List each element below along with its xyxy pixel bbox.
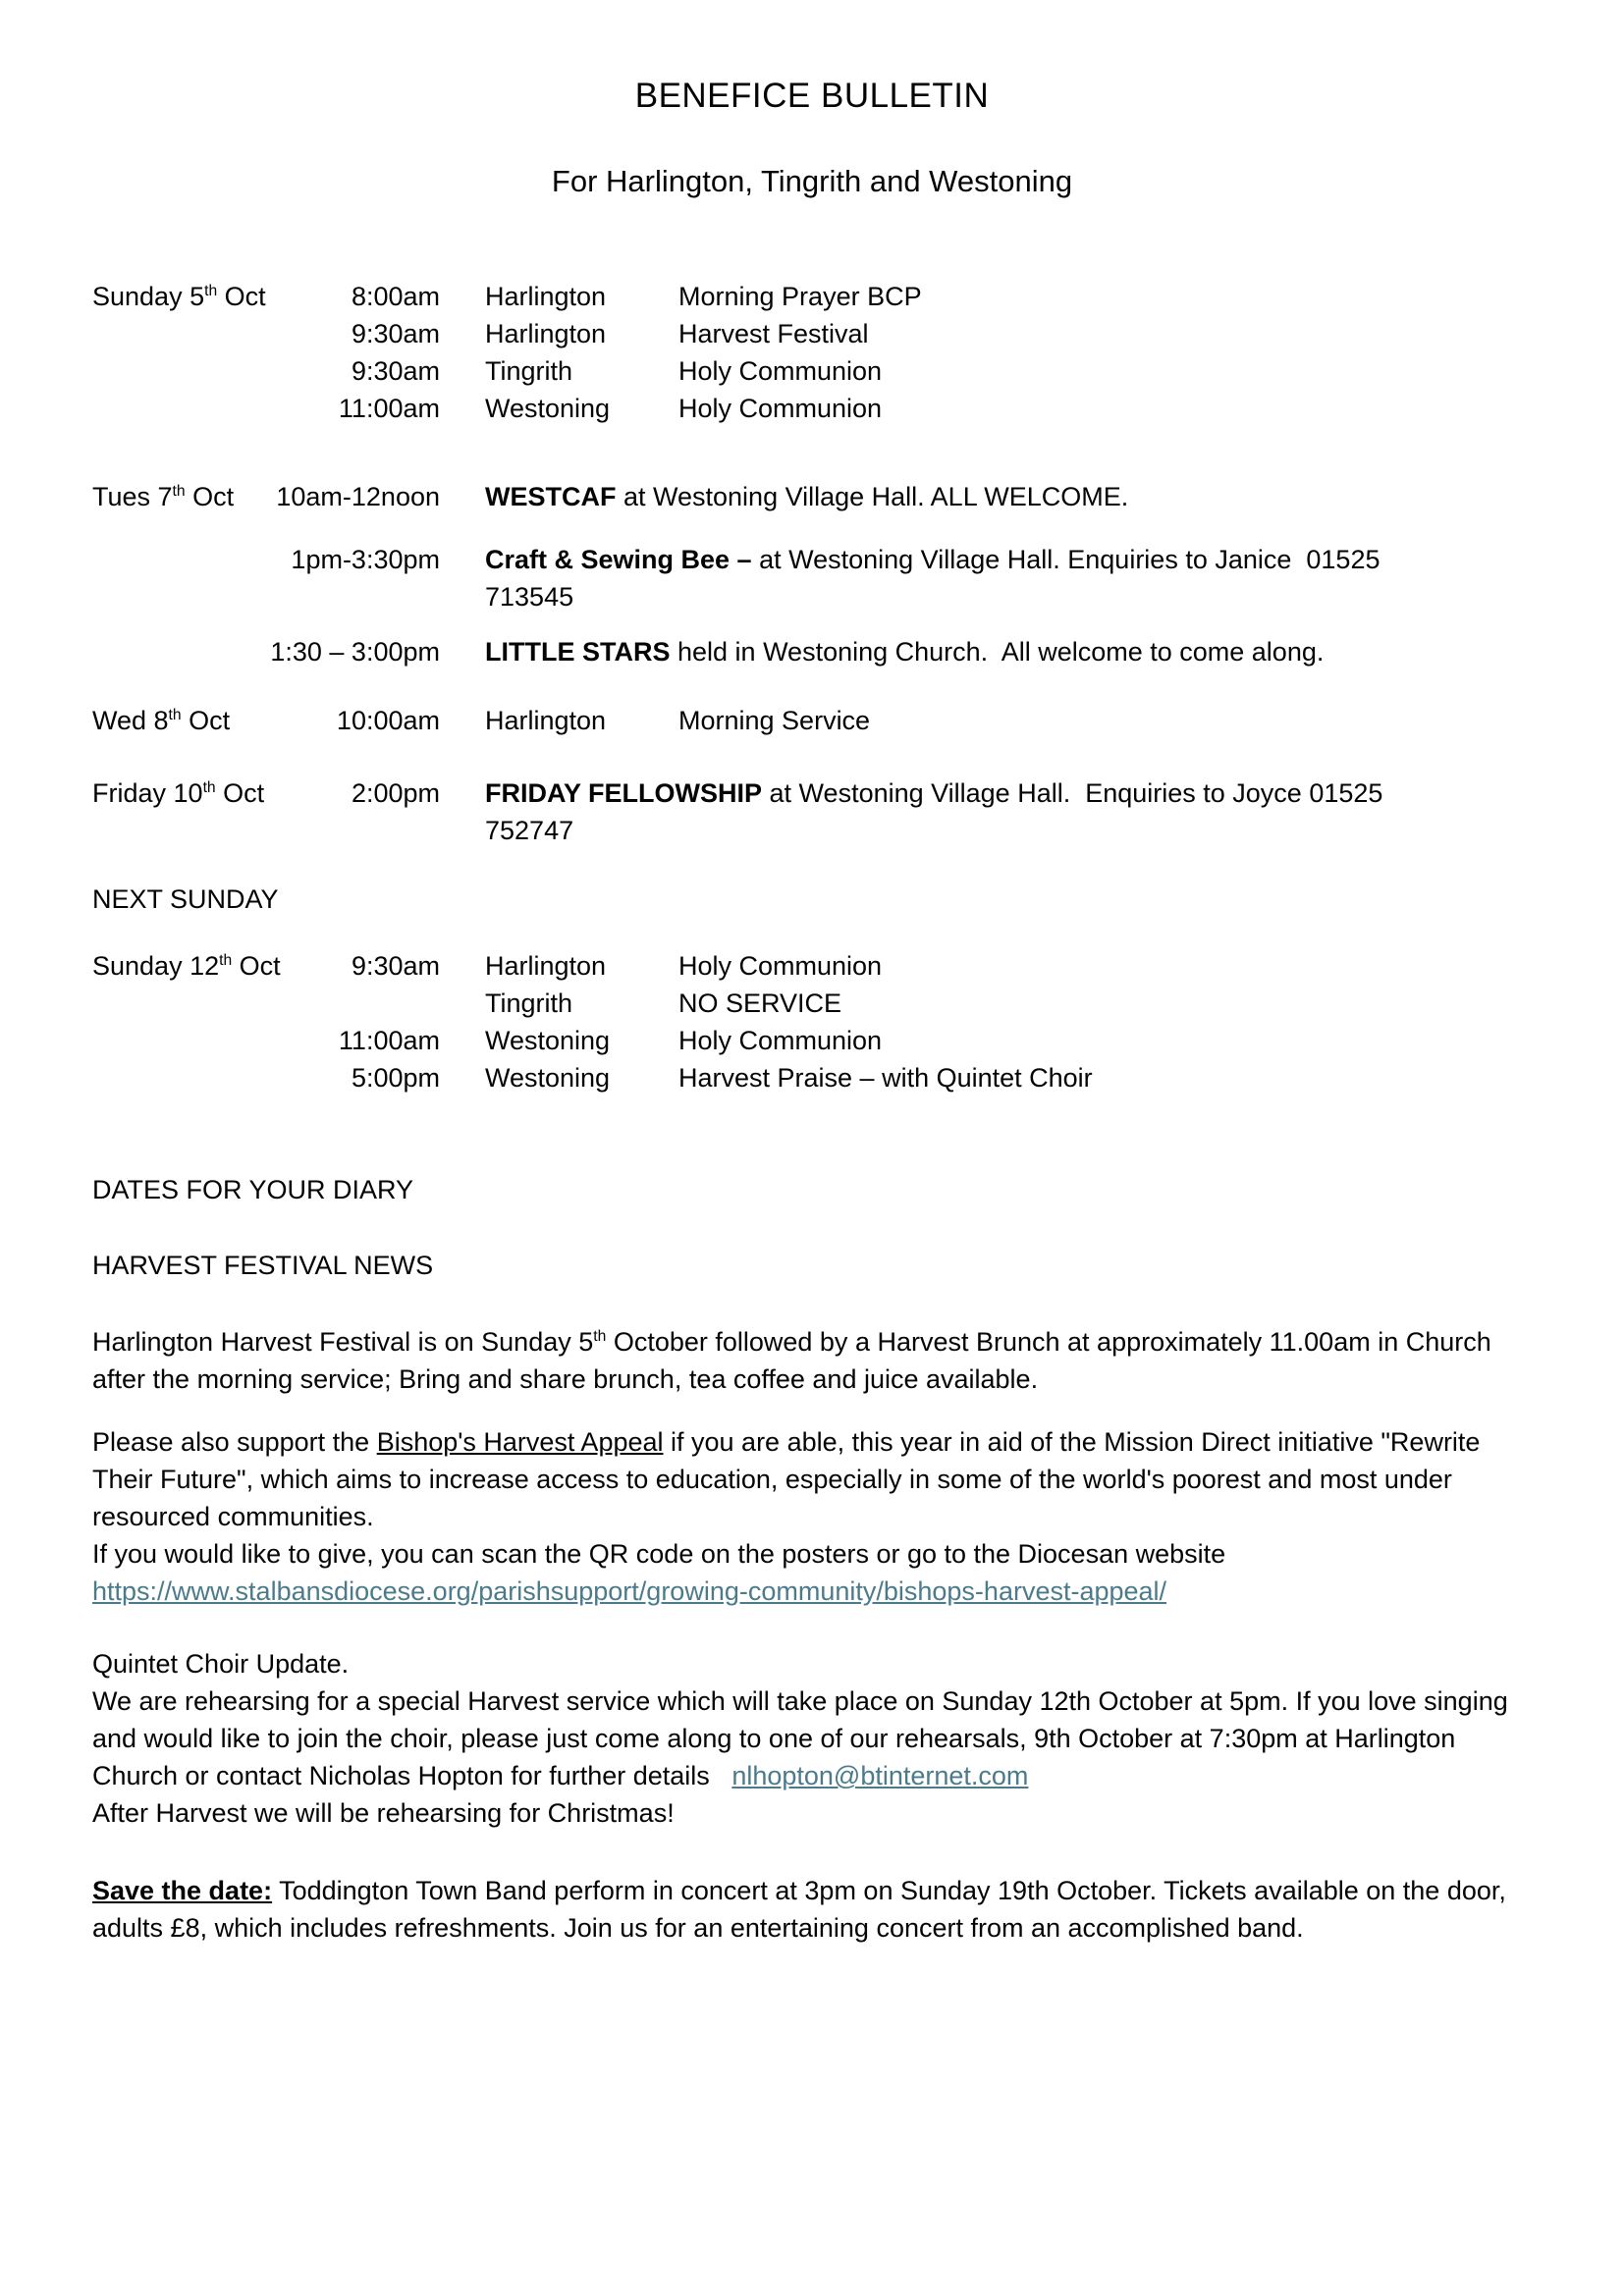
time-cell: 9:30am bbox=[351, 319, 440, 348]
date-cell: Tues 7th Oct bbox=[92, 482, 235, 511]
paragraph-bishops-appeal: Please also support the Bishop's Harvest Appeal if you are able, this year in aid of the Mission Direct initiative "Rewrite Their Future", which aims to increase access to education, especially in some of the world's poorest and most under resourced communities. If you would like to give, you can scan the QR code on the posters or go to the Diocesan website https://www.stalbansdiocese.org/parishsupport/growing-community/bishops-harvest-appeal/ bbox=[92, 1427, 1488, 1606]
time-cell: 9:30am bbox=[351, 356, 440, 386]
date-cell bbox=[92, 985, 265, 1022]
heading-next-sunday: NEXT SUNDAY bbox=[92, 884, 279, 914]
service-cell: Holy Communion bbox=[678, 1026, 883, 1055]
date-cell bbox=[92, 1022, 265, 1059]
time-cell: 8:00am bbox=[351, 282, 440, 311]
location-cell: Harlington bbox=[485, 951, 607, 981]
time-cell: 1pm-3:30pm bbox=[291, 545, 440, 574]
schedule-row bbox=[92, 390, 1532, 427]
ordinal-superscript: th bbox=[168, 707, 182, 723]
date-cell bbox=[92, 541, 265, 615]
schedule-row bbox=[92, 315, 1532, 352]
location-cell: Westoning bbox=[485, 1063, 611, 1093]
service-cell: Harvest Festival bbox=[678, 319, 869, 348]
event-title: LITTLE STARS bbox=[485, 637, 671, 667]
heading-harvest-festival-news: HARVEST FESTIVAL NEWS bbox=[92, 1251, 434, 1280]
ordinal-superscript: th bbox=[219, 952, 233, 969]
event-description: WESTCAF at Westoning Village Hall. ALL WELCOME. bbox=[485, 482, 1129, 511]
date-cell: Wed 8th Oct bbox=[92, 706, 231, 735]
phone-continuation: 752747 bbox=[485, 816, 574, 845]
schedule-row bbox=[92, 1022, 1532, 1059]
link-email-nlhopton[interactable]: nlhopton@btinternet.com bbox=[731, 1761, 1029, 1790]
ordinal-superscript: th bbox=[593, 1328, 607, 1345]
after-harvest-sentence: After Harvest we will be rehearsing for Christmas! bbox=[92, 1798, 675, 1828]
schedule-next-week bbox=[92, 947, 1532, 1096]
time-cell: 2:00pm bbox=[351, 778, 440, 808]
date-cell bbox=[92, 633, 265, 670]
event-row-friday-fellowship bbox=[92, 774, 1532, 849]
date-cell: Sunday 12th Oct bbox=[92, 951, 281, 981]
event-description: Craft & Sewing Bee – at Westoning Village Hall. Enquiries to Janice 01525 713545 bbox=[485, 545, 1380, 612]
quintet-heading: Quintet Choir Update. bbox=[92, 1649, 350, 1679]
link-bishops-harvest-appeal-url[interactable]: https://www.stalbansdiocese.org/parishsupport/growing-community/bishops-harvest-appeal/ bbox=[92, 1576, 1167, 1606]
heading-dates-for-your-diary: DATES FOR YOUR DIARY bbox=[92, 1175, 414, 1204]
ordinal-superscript: th bbox=[202, 779, 216, 796]
event-description: LITTLE STARS held in Westoning Church. All welcome to come along. bbox=[485, 637, 1325, 667]
location-cell: Harlington bbox=[485, 282, 607, 311]
service-cell: Morning Prayer BCP bbox=[678, 282, 922, 311]
schedule-row-wednesday bbox=[92, 702, 1532, 739]
schedule-row bbox=[92, 1059, 1532, 1096]
time-cell: 11:00am bbox=[338, 1026, 440, 1055]
page-title: BENEFICE BULLETIN bbox=[634, 77, 990, 115]
time-cell bbox=[265, 985, 440, 1022]
location-cell: Tingrith bbox=[485, 356, 573, 386]
time-cell: 11:00am bbox=[338, 394, 440, 423]
paragraph-save-the-date: Save the date: Toddington Town Band perform in concert at 3pm on Sunday 19th October. Tickets available on the door, adults £8, which includes refreshments. Join us for an entertaining concert from an accomplished band. bbox=[92, 1876, 1514, 1943]
page-subtitle: For Harlington, Tingrith and Westoning bbox=[551, 164, 1073, 198]
ordinal-superscript: th bbox=[204, 283, 218, 299]
qr-code-sentence: If you would like to give, you can scan the QR code on the posters or go to the Diocesan website bbox=[92, 1539, 1226, 1569]
date-cell bbox=[92, 390, 265, 427]
location-cell: Westoning bbox=[485, 394, 611, 423]
schedule-row bbox=[92, 278, 1532, 315]
service-cell: Holy Communion bbox=[678, 951, 883, 981]
date-cell: Sunday 5th Oct bbox=[92, 282, 266, 311]
event-description: FRIDAY FELLOWSHIP at Westoning Village Hall. Enquiries to Joyce 01525 752747 bbox=[485, 778, 1383, 845]
time-cell: 10:00am bbox=[336, 706, 440, 735]
time-cell: 10am-12noon bbox=[276, 482, 440, 511]
event-row-westcaf bbox=[92, 478, 1532, 515]
time-cell: 9:30am bbox=[351, 951, 440, 981]
service-cell: Holy Communion bbox=[678, 394, 883, 423]
schedule-row bbox=[92, 352, 1532, 390]
service-cell: Harvest Praise – with Quintet Choir bbox=[678, 1063, 1093, 1093]
event-row-little-stars bbox=[92, 633, 1532, 670]
event-title: WESTCAF bbox=[485, 482, 617, 511]
location-cell: Tingrith bbox=[485, 988, 573, 1018]
date-cell bbox=[92, 315, 265, 352]
time-cell: 5:00pm bbox=[351, 1063, 440, 1093]
schedule-row bbox=[92, 947, 1532, 985]
paragraph-quintet-choir: Quintet Choir Update. We are rehearsing for a special Harvest service which will take place on Sunday 12th October at 5pm. If you love singing and would like to join the choir, please just come along to one of our rehearsals, 9th October at 7:30pm at Harlington Church or contact Nicholas Hopton for further details nlhopton@btinternet.com After Harvest we will be rehearsing for Christmas! bbox=[92, 1649, 1516, 1828]
service-cell: NO SERVICE bbox=[678, 988, 842, 1018]
paragraph-harvest-festival: Harlington Harvest Festival is on Sunday 5th October followed by a Harvest Brunch at approximately 11.00am in Church after the morning service; Bring and share brunch, tea coffee and juice available. bbox=[92, 1327, 1499, 1394]
event-title: Craft & Sewing Bee – bbox=[485, 545, 752, 574]
date-cell: Friday 10th Oct bbox=[92, 778, 265, 808]
schedule-row bbox=[92, 985, 1532, 1022]
schedule-this-week bbox=[92, 278, 1532, 427]
location-cell: Westoning bbox=[485, 1026, 611, 1055]
date-cell bbox=[92, 352, 265, 390]
bishops-harvest-appeal-underlined: Bishop's Harvest Appeal bbox=[376, 1427, 664, 1457]
service-cell: Holy Communion bbox=[678, 356, 883, 386]
date-cell bbox=[92, 1059, 265, 1096]
time-cell: 1:30 – 3:00pm bbox=[270, 637, 440, 667]
location-cell: Harlington bbox=[485, 319, 607, 348]
event-row-craft-sewing-bee bbox=[92, 541, 1532, 615]
ordinal-superscript: th bbox=[172, 483, 186, 500]
event-title: FRIDAY FELLOWSHIP bbox=[485, 778, 763, 808]
save-the-date-lead: Save the date: bbox=[92, 1876, 273, 1905]
phone-continuation: 713545 bbox=[485, 582, 574, 612]
service-cell: Morning Service bbox=[678, 706, 871, 735]
location-cell: Harlington bbox=[485, 706, 607, 735]
